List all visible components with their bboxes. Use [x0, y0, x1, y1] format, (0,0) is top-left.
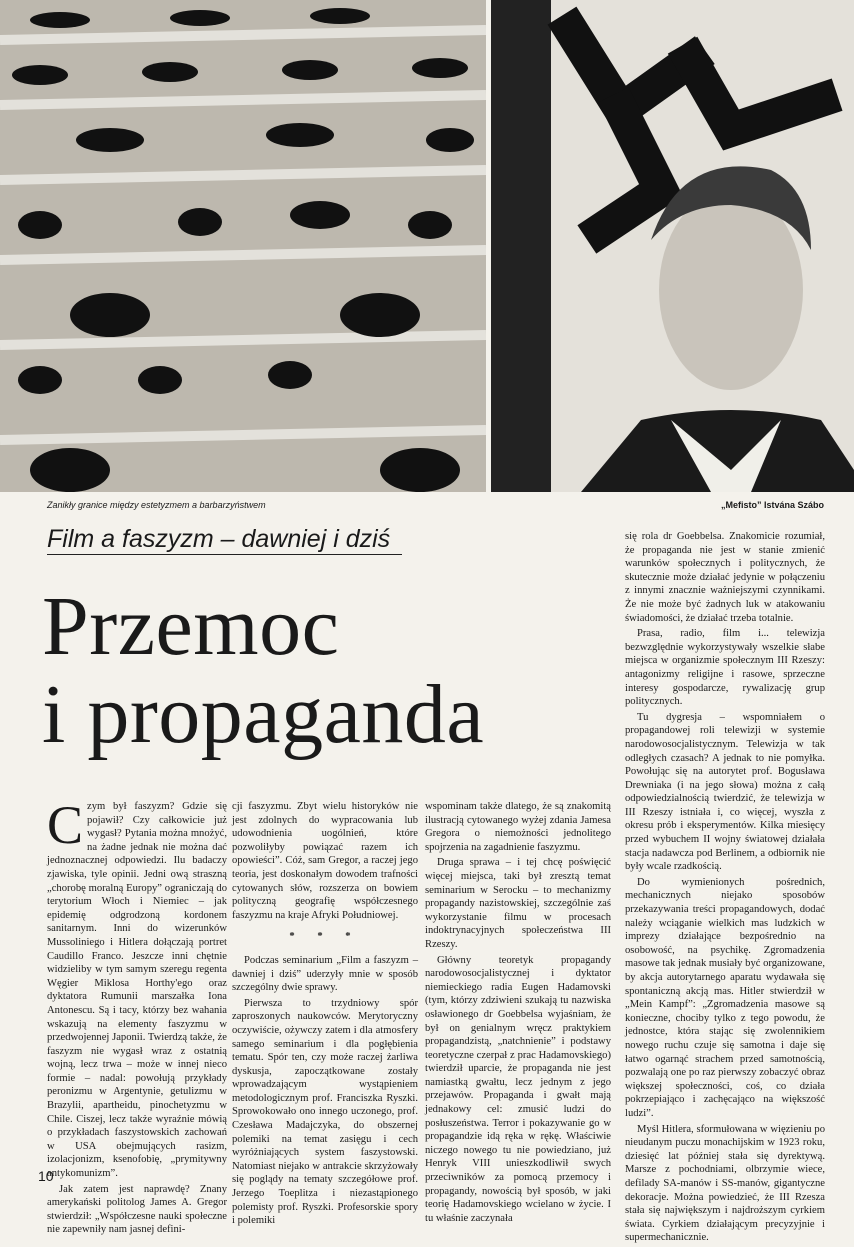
paragraph: Tu dygresja – wspomniałem o propagandowej roli telewizji w systemie narodowosocjalistycznym. Telewizja w tak odległych czasach? A jednak to nie pomyłka. Powołując się na autorytet prof. Bogusława Drewniaka (i na jego słowa) można z całą odpowiedzialnością twierdzić, że telewizja w III Rzeszy istniała i, co więcej, wyszła z okresu prób i eksperymentów. Kilka miesięcy przed wybuchem II wojny światowej działała stacja nadawcza pod Berlinem, a odbiornik nie były wcale rzadkością.: [625, 711, 825, 873]
paragraph: Myśl Hitlera, sformułowana w więzieniu po nieudanym puczu monachijskim w 1923 roku, dziesięć lat później stała się dyrektywą. Marsze z pochodniami, olbrzymie wiece, defilady SA-manów i SS-manów, gigantyczne dekoracje. Można powiedzieć, że III Rzesza stała się największym i najdroższym cyrkiem świata. Cyrkiem działającym precyzyjnie i supermechanicznie.: [625, 1123, 825, 1244]
headline-line-1: Przemoc: [42, 580, 340, 673]
text-column-3: [425, 800, 611, 1227]
paragraph: cji faszyzmu. Zbyt wielu historyków nie jest zdolnych do wypracowania lub udowodnienia uogólnień, które pozwoliłyby powiązać razem ich opowieści”. Cóż, sam Gregor, a raczej jego teoria, jest doskonałym dowodem trafności cytowanych słów, rozszerza on bowiem polityczną geografię współczesnego faszyzmu na kraje Afryki Południowej.: [232, 801, 418, 921]
text-column-1: [47, 795, 227, 1239]
paragraph: Do wymienionych pośrednich, mechanicznych niejako sposobów przekazywania treści propagandowych, dodać należy wciąganie wielkich mas ludzkich w imprezy działające bezpośrednio na osobowość, na psychikę. Zgromadzenia masowe tak jednak musiały być organizowane, by akcja autorytarnego aparatu wydawała się spontaniczną akcją mas. Hitler stwierdził w „Mein Kampf”: „Zgromadzenia masowe są konieczne, chociby tylko z tego powodu, że jednostce, która stając się zwolennikiem nowego ruchu czuje się samotna i daje się łatwo ogarnąć strachem przed samotnością, pozwalają one po raz pierwszy zobaczyć obraz większej społeczności, coś, co działa pokrzepiająco i zachęcająco na większość ludzi”.: [625, 876, 825, 1119]
caption-left: Zanikły granice między estetyzmem a barbarzyństwem: [47, 500, 266, 510]
paragraph: Podczas seminarium „Film a faszyzm – dawniej i dziś” uderzyły mnie w sposób szczególny dwie sprawy.: [232, 954, 418, 994]
text-column-4: [625, 530, 825, 1247]
photo-lying-figures-image: [0, 0, 486, 492]
paragraph: wspominam także dlatego, że są znakomitą ilustracją cytowanego wyżej zdania Jamesa Gregora o niemożności jednolitego spojrzenia na zagadnienie faszyzmu.: [425, 801, 611, 853]
drop-cap: C: [47, 795, 84, 855]
paragraph: Druga sprawa – i tej chcę poświęcić więcej miejsca, taki był zresztą temat seminarium w Serocku – to mechanizmy propagandy nazistowskiej, szczególnie zaś wykorzystanie filmu w procesach indoktrynacyjnych społeczeństwa III Rzeszy.: [425, 857, 611, 950]
paragraph: Prasa, radio, film i... telewizja bezwzględnie wykorzystywały wszelkie słabe miejsca w organizmie społecznym III Rzeszy: antagonizmy religijne i rasowe, sprzeczne interesy gospodarcze, rywalizację grup politycznych.: [625, 628, 825, 708]
paragraph: się rola dr Goebbelsa. Znakomicie rozumiał, że propaganda nie jest w stanie zmienić warunków społecznych i politycznych, że skutecznie może działać jedynie w połączeniu z innymi znacznie ważniejszymi czynnikami. Że nie może być żadnych luk w atakowaniu świadomości, że działać trzeba totalnie.: [625, 531, 825, 624]
paragraph: Czym był faszyzm? Gdzie się pojawił? Czy całkowicie już wygasł? Pytania można mnożyć, na żadne jednak nie można dać jednoznacznej odpowiedzi. Ilu badaczy zjawiska, tyle opinii. Jedni ową straszną „chorobę moralną Europy” ograniczają do terytorium Włoch i Niemiec – jak epidemię odgrodzoną kordonem sanitarnym. Inni do wizerunków Mussoliniego i Hitlera dołączają portret Caudillo Franco. Jeszcze inni chętnie widzieliby w tym samym szeregu regenta Węgier Miklosa Horthy'ego oraz dyktatora Rumunii marszałka Iona Antonescu. Są i tacy, którzy bez wahania wskazują na elementy faszyzmu w przedwojennej Japonii. Twierdzą także, że faszyzm nie wygasł wraz z ostatnią wojną, lecz trwa – może w innej nieco formie – nadal: powołują przykłady peronizmu w Argentynie, getulizmu w Brazylii, apartheidu, pinochetyzmu w Chile. Ciszej, lecz także wyraźnie mówią o przykładach faszystowskich zachowań w USA obejmujących rasizm, izolacjonizm, ksenofobię, „prymitywny antykomunizm”.: [47, 795, 227, 1180]
photo-mephisto-portrait: [491, 0, 854, 492]
paragraph: Jak zatem jest naprawdę? Znany amerykański politolog James A. Gregor stwierdził: „Współczesne nauki społeczne nie zapewniły nam jasnej defini-: [47, 1183, 227, 1236]
headline-line-2: i propaganda: [42, 668, 485, 761]
photo-lying-figures: [0, 0, 486, 492]
paragraph: Pierwsza to trzydniowy spór zaproszonych naukowców. Merytoryczny oczywiście, ożywczy zatem i dla atmosfery samego seminarium i dla pogłębienia tematu. Spór ten, czy może raczej żarliwa dyskusja, zapoczątkowane zostały wprowadzającym wystąpieniem metodologicznym prof. Franciszka Ryszki. Sprowokowało ono innego uczonego, prof. Czesława Madajczyka, do obszernej polemiki na temat zasięgu i cech wyróżniających system faszystowski. Natomiast niejako w antrakcie skrzyżowały się poglądy na tematy szczegółowe prof. Jerzego Toeplitza i niezastąpionego polemisty prof. Ryszki. Profesorskie spory i polemiki: [232, 997, 418, 1227]
section-divider: * * *: [289, 931, 361, 943]
series-title: Film a faszyzm – dawniej i dziś: [47, 524, 402, 555]
paragraph: Główny teoretyk propagandy narodowosocjalistycznej i dyktator niemieckiego radia Eugen Hadamovski (tym, którzy zdziwieni szukają tu nazwiska osławionego dr Goebbelsa wyjaśniam, że był on genialnym wręcz praktykiem propagandzistą, „natchnienie” i podstawy teoretyczne czerpał z prac Hadamovskiego) twierdził uparcie, że propaganda nie jest namiastką gwałtu, lecz jednym z jego przejawów. Propaganda i gwałt mają jednakowy cel: zmusić ludzi do posłuszeństwa. Terror i pokazywanie go w propagandzie idą ręka w rękę. Właściwie niczego nowego tu nie powiedziano, już Henryk VIII unieszkodliwił swych przeciwników za pomocą przemocy i propagandy, nowością był sposób, w jaki teorię Hadamovskiego wcielano w życie. I tu właśnie zaczynała: [425, 954, 611, 1224]
photo-mephisto-portrait-image: [491, 0, 854, 492]
headline: [42, 580, 622, 761]
page-number: 10: [38, 1168, 54, 1184]
text-column-2: [232, 800, 418, 1230]
caption-right: „Mefisto” Istvána Szábo: [720, 500, 824, 510]
